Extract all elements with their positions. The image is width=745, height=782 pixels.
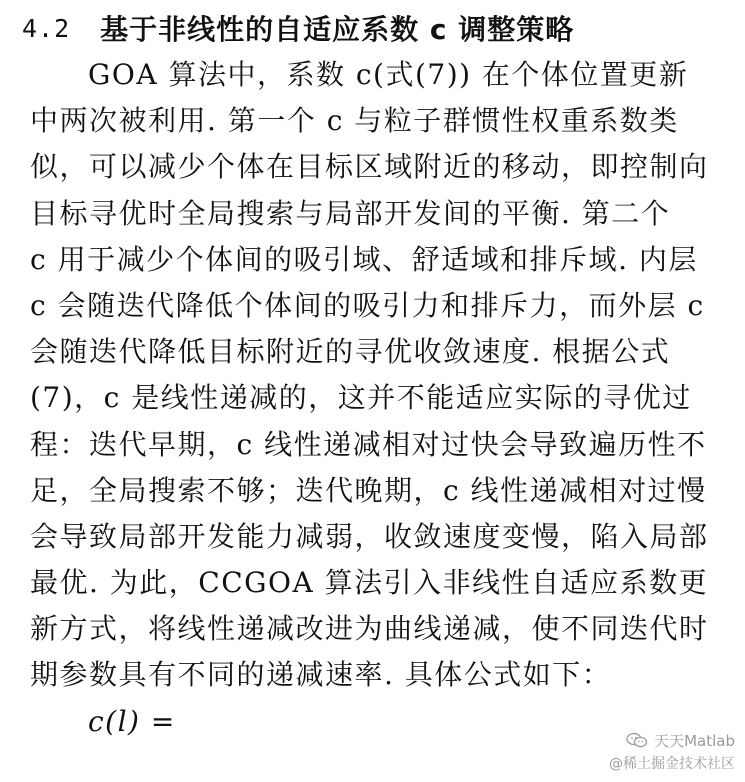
paragraph-line: 最优. 为此，CCGOA 算法引入非线性自适应系数更 — [30, 566, 709, 600]
paragraph-line: GOA 算法中，系数 c(式(7)) 在个体位置更新 — [88, 58, 689, 91]
section-heading — [22, 8, 574, 48]
paragraph-line: 会导致局部开发能力减弱，收敛速度变慢，陷入局部 — [30, 519, 709, 553]
paragraph-line: (7)，c 是线性递减的，这并不能适应实际的寻优过 — [30, 381, 692, 415]
paragraph-line: 新方式，将线性递减改进为曲线递减，使不同迭代时 — [30, 612, 709, 646]
paragraph-line: 会随迭代降低目标附近的寻优收敛速度. 根据公式 — [30, 335, 671, 369]
paragraph — [30, 52, 736, 745]
paragraph-line: 目标寻优时全局搜索与局部开发间的平衡. 第二个 — [30, 196, 671, 230]
paragraph-line: 程：迭代早期，c 线性递减相对过快会导致遍历性不 — [30, 427, 707, 461]
watermark-site: @稀土掘金技术社区 — [609, 755, 735, 772]
watermark-account: 天天Matlab — [654, 731, 735, 750]
section-title: 基于非线性的自适应系数 c 调整策略 — [100, 13, 575, 46]
paragraph-line: 足，全局搜索不够；迭代晚期，c 线性递减相对过慢 — [30, 473, 707, 507]
formula-line: c(l) = — [88, 704, 176, 738]
paragraph-line: 期参数具有不同的递减速率. 具体公式如下： — [30, 658, 612, 692]
wechat-icon — [626, 732, 648, 748]
section-number: 4.2 — [22, 13, 71, 43]
paragraph-line: c 会随迭代降低个体间的吸引力和排斥力，而外层 c — [30, 288, 705, 322]
paragraph-line: c 用于减少个体间的吸引域、舒适域和排斥域. 内层 — [30, 242, 698, 276]
paragraph-line: 似，可以减少个体在目标区域附近的移动，即控制向 — [30, 150, 709, 184]
paragraph-line: 中两次被利用. 第一个 c 与粒子群惯性权重系数类 — [30, 104, 679, 138]
watermark — [555, 726, 735, 776]
